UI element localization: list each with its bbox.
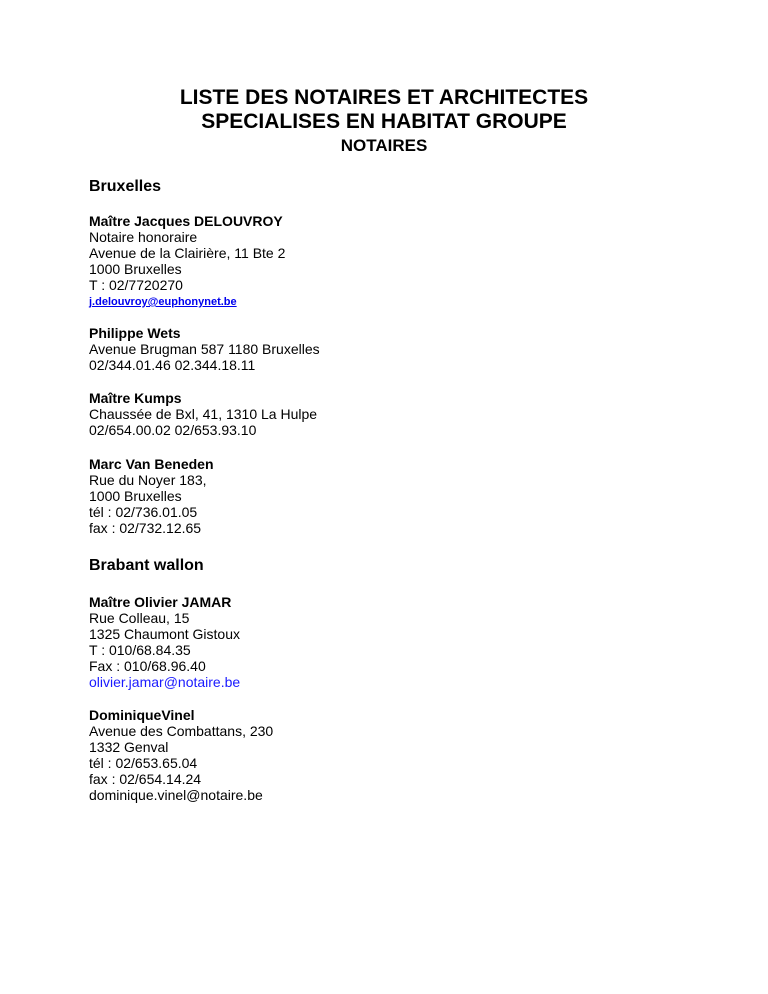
document-subtitle: NOTAIRES xyxy=(340,136,428,155)
notary-address: Rue du Noyer 183, xyxy=(89,472,207,488)
notary-city: 1000 Bruxelles xyxy=(89,488,182,504)
notary-name: Marc Van Beneden xyxy=(89,456,214,472)
notary-city: 1325 Chaumont Gistoux xyxy=(89,626,240,642)
notary-phone: T : 02/7720270 xyxy=(89,277,183,293)
notary-name: Maître Kumps xyxy=(89,390,182,406)
notary-title: Notaire honoraire xyxy=(89,229,198,245)
notary-address: Chaussée de Bxl, 41, 1310 La Hulpe xyxy=(89,406,318,422)
document-title-line-1: LISTE DES NOTAIRES ET ARCHITECTES xyxy=(179,86,589,109)
notary-phone: tél : 02/653.65.04 xyxy=(89,755,198,771)
notary-email-link[interactable]: olivier.jamar@notaire.be xyxy=(89,674,241,690)
section-heading-bruxelles: Bruxelles xyxy=(89,178,162,195)
notary-fax: Fax : 010/68.96.40 xyxy=(89,658,206,674)
notary-name: DominiqueVinel xyxy=(89,707,195,723)
notary-entry-kumps xyxy=(89,390,689,438)
notary-address: Rue Colleau, 15 xyxy=(89,610,190,626)
notary-entry-wets xyxy=(89,325,689,373)
notary-email: dominique.vinel@notaire.be xyxy=(89,787,263,803)
notary-name: Maître Olivier JAMAR xyxy=(89,594,232,610)
section-heading-brabant-wallon: Brabant wallon xyxy=(89,557,204,574)
notary-phone: 02/654.00.02 02/653.93.10 xyxy=(89,422,257,438)
document-title-line-2: SPECIALISES EN HABITAT GROUPE xyxy=(201,110,567,133)
notary-entry-vinel xyxy=(89,707,689,803)
notary-address: Avenue des Combattans, 230 xyxy=(89,723,274,739)
notary-fax: fax : 02/654.14.24 xyxy=(89,771,202,787)
notary-name: Philippe Wets xyxy=(89,325,181,341)
notary-entry-delouvroy xyxy=(89,213,689,309)
notary-name: Maître Jacques DELOUVROY xyxy=(89,213,283,229)
notary-address: Avenue Brugman 587 1180 Bruxelles xyxy=(89,341,320,357)
notary-fax: fax : 02/732.12.65 xyxy=(89,520,202,536)
notary-email-link[interactable]: j.delouvroy@euphonynet.be xyxy=(89,296,237,308)
notary-entry-van-beneden xyxy=(89,456,689,536)
notary-city: 1332 Genval xyxy=(89,739,169,755)
notary-address: Avenue de la Clairière, 11 Bte 2 xyxy=(89,245,286,261)
notary-entry-jamar xyxy=(89,594,689,690)
notary-city: 1000 Bruxelles xyxy=(89,261,182,277)
notary-phone: 02/344.01.46 02.344.18.11 xyxy=(89,357,256,373)
notary-phone: T : 010/68.84.35 xyxy=(89,642,191,658)
notary-phone: tél : 02/736.01.05 xyxy=(89,504,198,520)
